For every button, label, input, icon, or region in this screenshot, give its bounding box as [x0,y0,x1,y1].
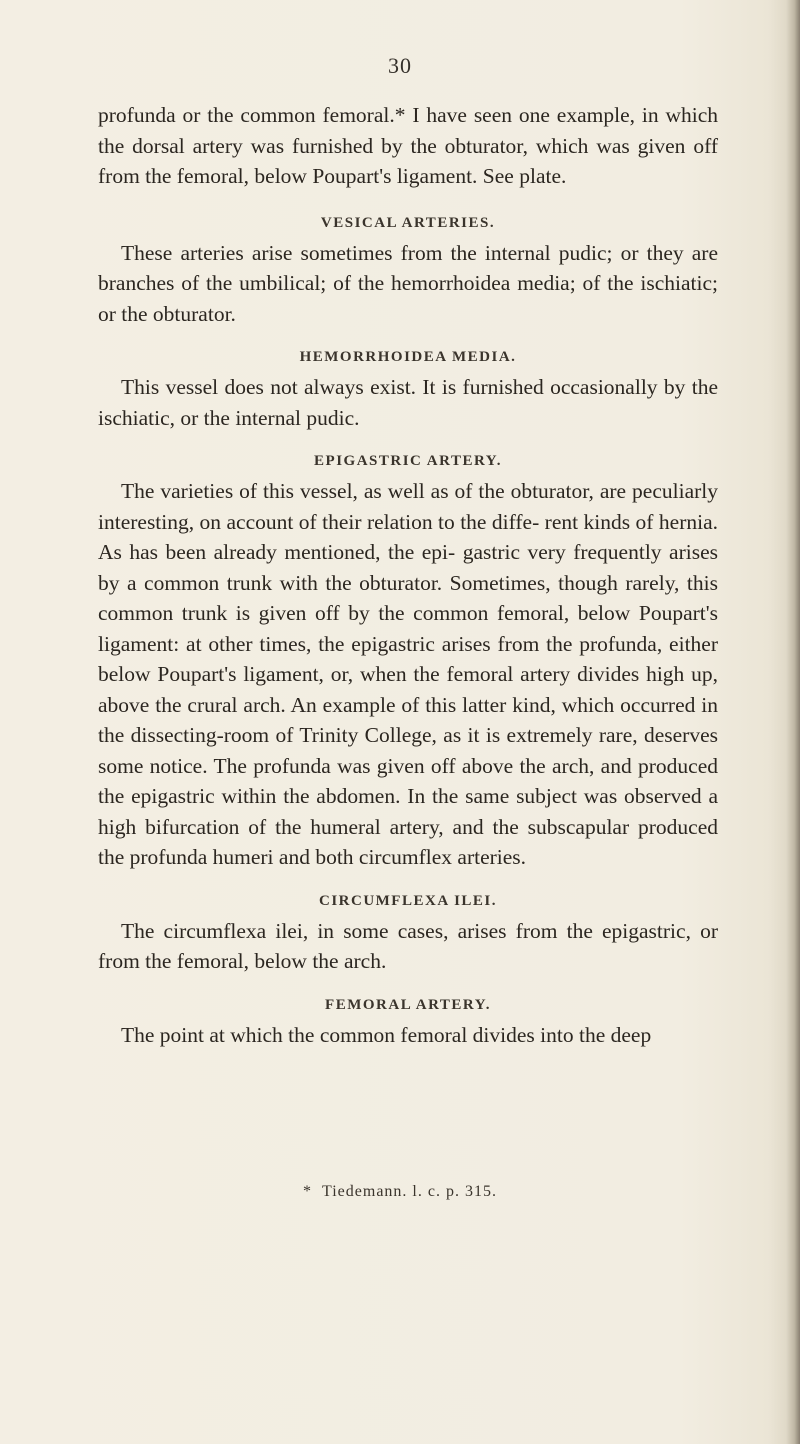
heading-femoral-artery: FEMORAL ARTERY. [325,996,491,1013]
paragraph-vesical-arteries: These arteries arise sometimes from the internal pudic; or they are branches of the umbilical; of the hemorrhoidea media; of the ischiatic; or the obturator. [98,240,718,326]
footnote-text: Tiedemann. l. c. p. 315. [322,1183,497,1200]
heading-hemorrhoidea-media: HEMORRHOIDEA MEDIA. [299,349,517,365]
paragraph-hemorrhoidea-media: This vessel does not always exist. It is furnished occasionally by the ischiatic, or the internal pudic. [98,375,718,430]
paragraph-epigastric-artery: The varieties of this vessel, as well as of the obturator, are peculiarly interesting, on account of their relation to the diffe- rent kinds of hernia. As has been already mentioned, the epi- gastric very frequently arises by a common trunk with the obturator. Sometimes, though rarely, this common trunk is given off by the common femoral, below Poupart's ligament: at other times, the epigastric arises from the profunda, either below Poupart's ligament, or, when the femoral artery divides high up, above the crural arch. An example of this latter kind, which occurred in the dissecting-room of Trinity College, as it is extremely rare, deserves some notice. The profunda was given off above the arch, and produced the epigastric within the abdomen. In the same subject was observed a high bifurcation of the humeral artery, and the subscapular produced the profunda humeri and both circumflex arteries. [98,479,718,869]
heading-circumflexa-ilei: CIRCUMFLEXA ILEI. [318,892,498,909]
page-edge-shadow [786,0,800,1444]
page-number: 30 [388,53,412,78]
page-body [98,100,718,1050]
paragraph-profunda: profunda or the common femoral.* I have seen one example, in which the dorsal artery was furnished by the obturator, which was given off from the femoral, below Poupart's ligament. See plate. [98,103,718,188]
heading-vesical-arteries: VESICAL ARTERIES. [320,214,496,231]
footnote [0,1183,800,1201]
footnote-marker: * [303,1183,313,1200]
paragraph-femoral-artery: The point at which the common femoral divides into the deep [121,1022,652,1047]
heading-epigastric-artery: EPIGASTRIC ARTERY. [314,453,502,469]
paragraph-circumflexa-ilei: The circumflexa ilei, in some cases, arises from the epigastric, or from the femoral, below the arch. [98,918,718,973]
